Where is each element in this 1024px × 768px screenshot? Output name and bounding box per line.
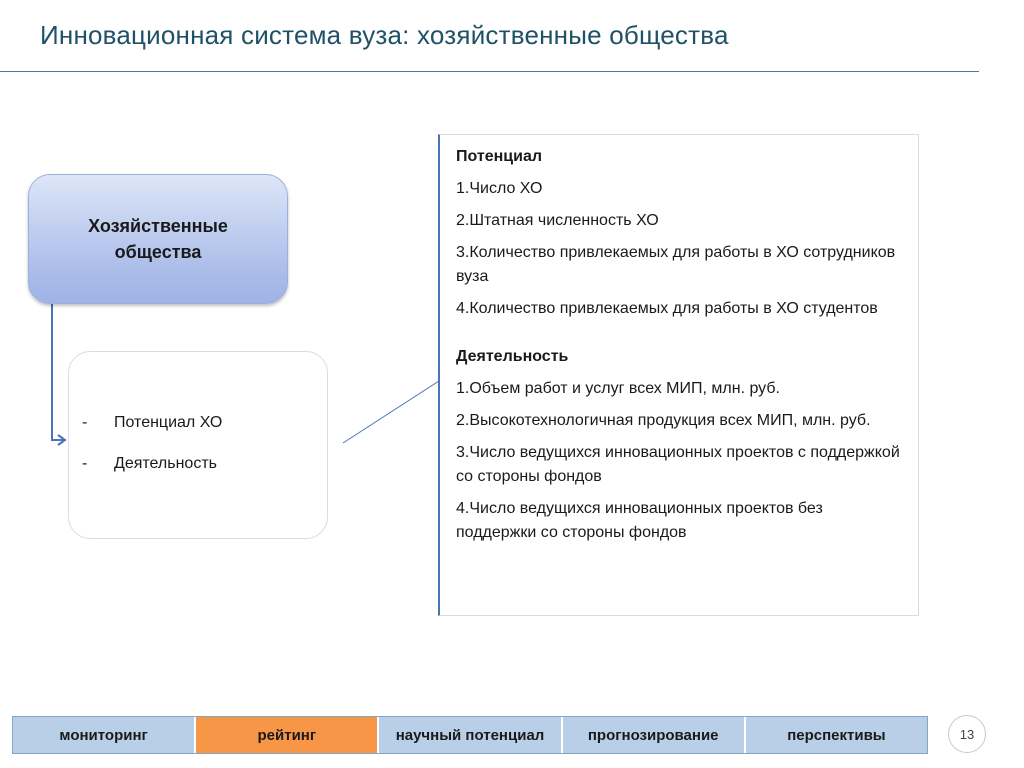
tab-rating[interactable]: рейтинг <box>196 717 379 753</box>
list-dash: - <box>82 414 88 431</box>
tab-scientific-potential[interactable]: научный потенциал <box>379 717 562 753</box>
activity-item: 2.Высокотехнологичная продукция всех МИП, млн. руб. <box>456 412 871 429</box>
list-dash: - <box>82 455 88 472</box>
entity-label: Хозяйственные общества <box>88 216 228 262</box>
section-gap <box>456 329 906 345</box>
tab-monitoring[interactable]: мониторинг <box>13 717 196 753</box>
activity-heading: Деятельность <box>456 348 569 365</box>
connector-elbow-arrow <box>52 302 64 440</box>
list-item-label: Потенциал ХО <box>114 414 223 431</box>
tab-prospects[interactable]: перспективы <box>746 717 927 753</box>
page-number: 13 <box>948 715 986 753</box>
list-item <box>82 455 222 496</box>
tab-forecasting[interactable]: прогнозирование <box>563 717 746 753</box>
connector-diagonal <box>343 381 439 443</box>
activity-item: 3.Число ведущихся инновационных проектов с поддержкой со стороны фондов <box>456 444 900 485</box>
detail-text <box>456 145 906 553</box>
list-item <box>82 414 222 455</box>
activity-item: 1.Объем работ и услуг всех МИП, млн. руб. <box>456 380 780 397</box>
bottom-nav-bar <box>12 716 928 754</box>
list-item-label: Деятельность <box>114 455 217 472</box>
entity-box <box>28 174 288 304</box>
detail-panel <box>438 134 919 616</box>
potential-item: 2.Штатная численность ХО <box>456 212 659 229</box>
potential-item: 4.Количество привлекаемых для работы в ХО студентов <box>456 300 878 317</box>
potential-item: 1.Число ХО <box>456 180 543 197</box>
activity-item: 4.Число ведущихся инновационных проектов без поддержки со стороны фондов <box>456 500 823 541</box>
potential-item: 3.Количество привлекаемых для работы в ХО сотрудников вуза <box>456 244 896 285</box>
potential-heading: Потенциал <box>456 148 543 165</box>
slide-title: Инновационная система вуза: хозяйственные общества <box>40 20 729 50</box>
sub-items-list <box>82 414 222 496</box>
